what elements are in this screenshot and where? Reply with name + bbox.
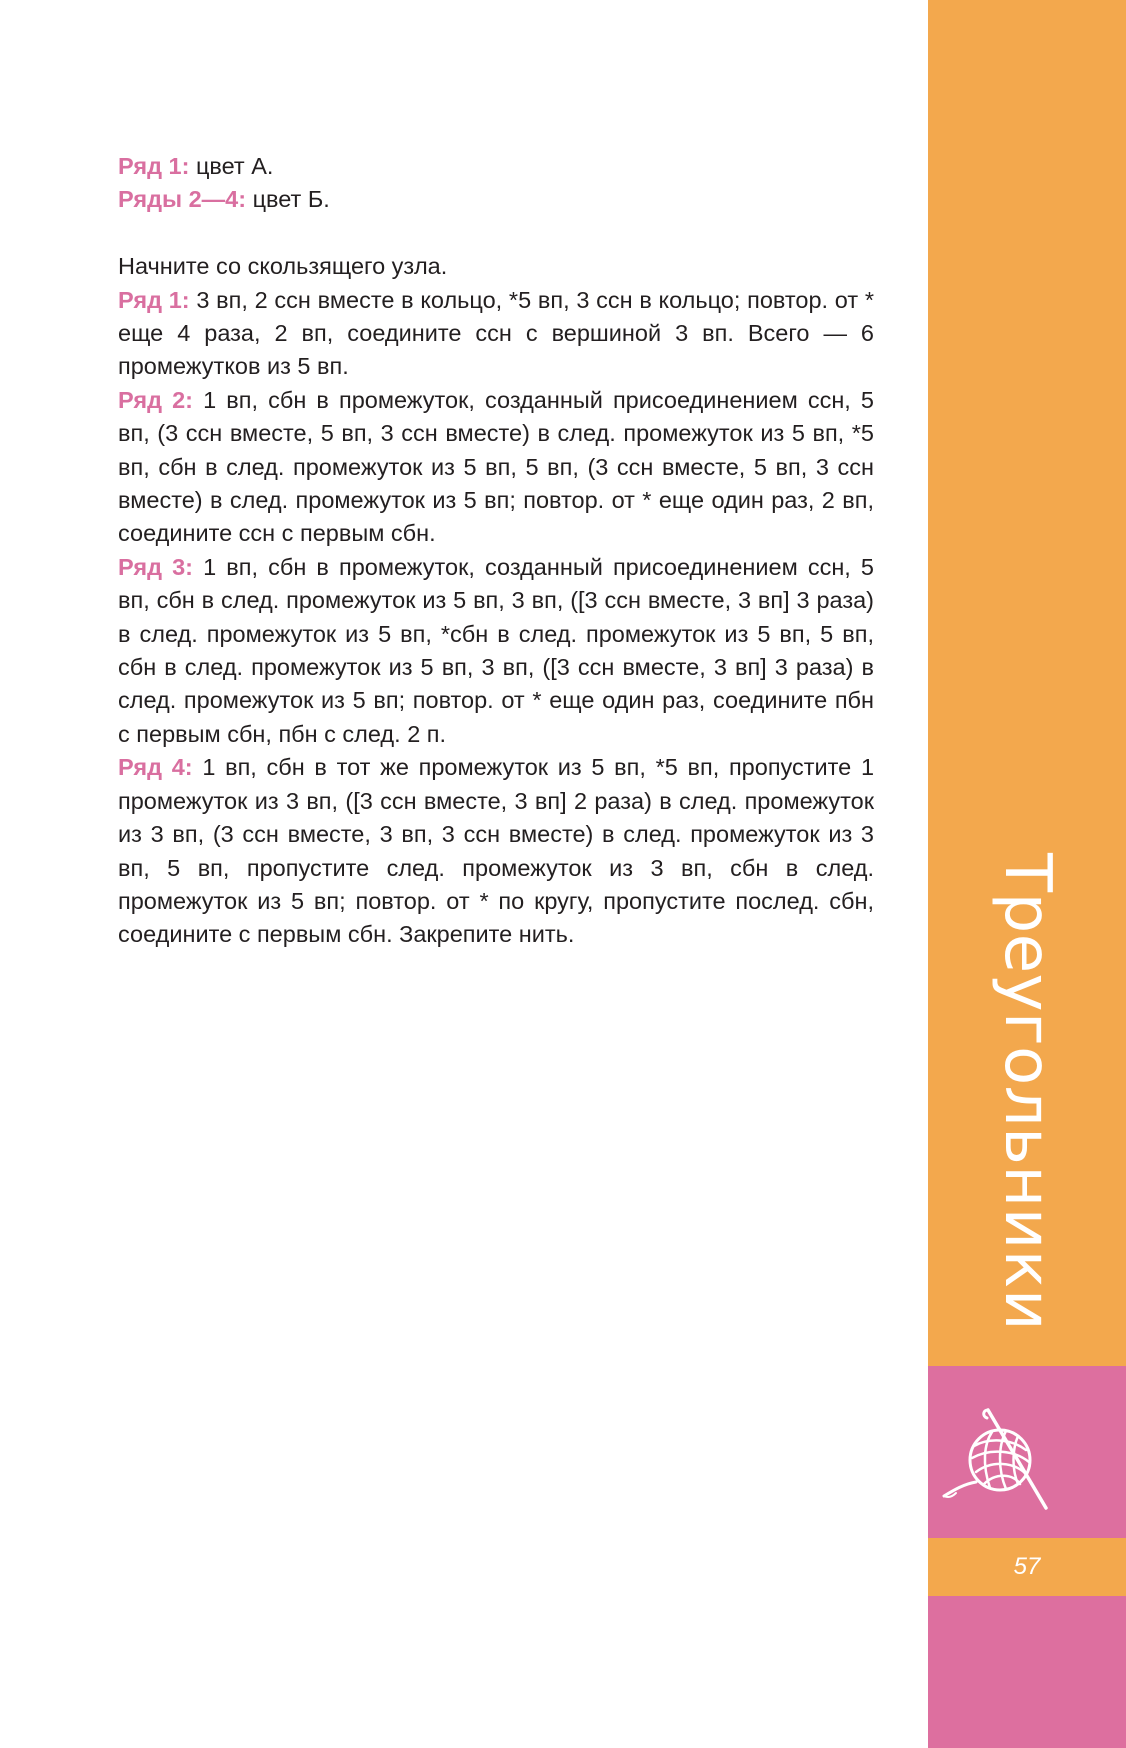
row-text: цвет Б. xyxy=(246,186,330,213)
row-3-instructions xyxy=(118,551,874,751)
intro-text: Начните со скользящего узла. xyxy=(118,253,448,280)
row-label: Ряд 3: xyxy=(118,553,193,580)
row-text: цвет А. xyxy=(189,153,274,179)
row-text: 1 вп, сбн в тот же промежуток из 5 вп, *5 вп, пропустите 1 промежуток из 3 вп, ([3 ссн вместе, 3 вп] 2 раза) в след. промежуток из 3 вп, (3 ссн вместе, 3 вп, 3 ссн вместе) в след. промежуток из 3 вп, 5 вп, пропустите след. промежуток из 3 вп, сбн в след. промежуток из 5 вп; повтор. от * по кругу, пропустите послед. сбн, соедините с первым сбн. Закрепите нить. xyxy=(118,754,875,948)
pattern-text xyxy=(118,150,874,952)
row-label: Ряд 1: xyxy=(118,153,190,179)
row-label: Ряды 2—4: xyxy=(118,186,247,213)
section-title: Треугольники xyxy=(990,852,1064,1332)
sidebar-footer xyxy=(928,1596,1126,1748)
page-number: 57 xyxy=(1013,1553,1041,1580)
row-text: 1 вп, сбн в промежуток, созданный присоединением ссн, 5 вп, сбн в след. промежуток из 5 вп, 3 вп, ([3 ссн вместе, 3 вп] 3 раза) в след. промежуток из 5 вп, *сбн в след. промежуток из 5 вп, 5 вп, сбн в след. промежуток из 5 вп, 3 вп, ([3 ссн вместе, 3 вп] 3 раза) в след. промежуток из 5 вп; повтор. от * еще один раз, соедините пбн с первым сбн, пбн с след. 2 п. xyxy=(118,553,874,747)
row-4-instructions xyxy=(118,751,874,951)
row-label: Ряд 4: xyxy=(118,754,193,781)
row-label: Ряд 1: xyxy=(118,286,190,313)
color-row-2 xyxy=(118,183,874,216)
row-text: 1 вп, сбн в промежуток, созданный присоединением ссн, 5 вп, (3 ссн вместе, 5 вп, 3 ссн вместе) в след. промежуток из 5 вп, *5 вп, сбн в след. промежуток из 5 вп, 5 вп, (3 ссн вместе, 5 вп, 3 ссн вместе) в след. промежуток из 5 вп; повтор. от * еще один раз, 2 вп, соедините ссн с первым сбн. xyxy=(118,386,874,547)
row-1-instructions xyxy=(118,284,874,384)
row-label: Ряд 2: xyxy=(118,386,193,413)
color-row-1 xyxy=(118,150,874,183)
row-text: 3 вп, 2 ссн вместе в кольцо, *5 вп, 3 ссн в кольцо; повтор. от * еще 4 раза, 2 вп, соедините ссн с вершиной 3 вп. Всего — 6 промежутков из 5 вп. xyxy=(118,286,874,380)
spacer xyxy=(118,217,874,250)
row-2-instructions xyxy=(118,384,874,551)
yarn-ball-crochet-hook-icon xyxy=(936,1400,1056,1516)
